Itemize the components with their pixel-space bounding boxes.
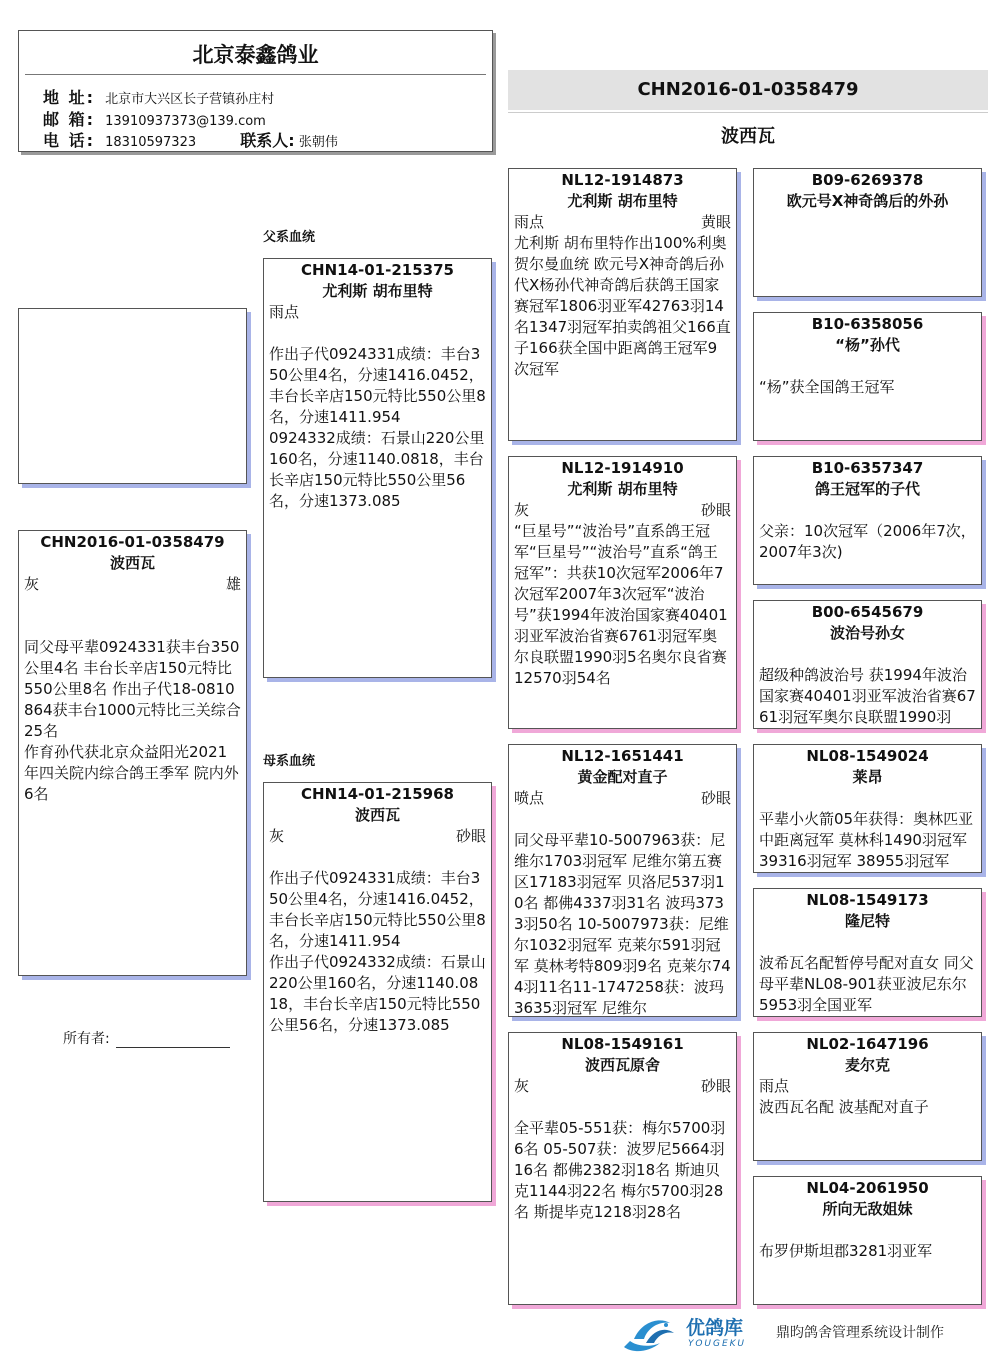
gen3-name: 尤利斯 胡布里特 [567,480,678,498]
subject-ring: CHN2016-01-0358479 [40,533,225,551]
gen4-name: 隆尼特 [844,912,890,930]
granddam-maternal-card [508,1032,737,1305]
subject-sex: 雄 [225,575,241,593]
gen4-color: 雨点 [759,1077,790,1095]
gen3-eye: 砂眼 [700,501,731,519]
gen4-ring: NL02-1647196 [806,1035,929,1053]
subject-attrs [19,574,246,595]
gen4-ring: NL08-1549173 [806,891,929,909]
sire-card [263,258,492,678]
sire-ring: CHN14-01-215375 [301,261,454,279]
gen4-notes: 波西瓦名配 波基配对直子 [759,1098,929,1116]
gen4-notes: 父亲：10次冠军（2006年7次，2007年3次) [759,522,976,561]
subject-name-banner: 波西瓦 [721,126,775,147]
owner-label: 所有者: [63,1031,110,1047]
gen4-name: 莱昂 [852,768,883,786]
banner-divider [508,112,988,113]
email-label: 邮 箱: [43,110,95,129]
gen3-eye: 黄眼 [700,213,731,231]
owner-field [63,1028,230,1048]
email-row [43,107,266,130]
phone-label: 电 话: [43,131,95,150]
gen4-ring: NL04-2061950 [806,1179,929,1197]
dam-eye: 砂眼 [455,827,486,845]
gen4-notes: 平辈小火箭05年获得：奥林匹亚中距离冠军 莫林科1490羽冠军 39316羽冠军 38955羽冠军 [759,810,974,870]
subject-color: 灰 [24,575,40,593]
gen3-attrs [509,500,736,521]
address-value: 北京市大兴区长子营镇孙庄村 [105,92,275,107]
gen4-ring: NL08-1549024 [806,747,929,765]
gen3-notes: “巨星号”“波治号”直系鸽王冠军“巨星号”“波治号”直系“鸽王冠军”：共获10次冠军2006年7次冠军2007年3次冠军“波治号”获1994年波治国家赛40401羽亚军波治省赛6761羽冠军奥尔良联盟1990羽5名奥尔良省赛12570羽54名 [514,522,728,687]
email-value: 13910937373@139.com [105,114,266,129]
gen3-ring: NL12-1914910 [561,459,684,477]
address-label: 地 址: [43,88,95,107]
sire-color: 雨点 [269,303,300,321]
gen4-ring: B10-6358056 [811,315,924,333]
phone-value: 18310597323 [105,135,197,150]
gen4-ring: B00-6545679 [811,603,924,621]
dam-color: 灰 [269,827,285,845]
gen4-name: 麦尔克 [844,1056,890,1074]
gen4-name: 波治号孙女 [829,624,905,642]
gen4-name: 所向无敌姐妹 [822,1200,913,1218]
dam-ring: CHN14-01-215968 [301,785,454,803]
logo-cn-text: 优鸽库 [686,1317,744,1339]
gen4-card-8 [753,1176,982,1305]
phone-row [43,128,338,151]
gen4-card-5 [753,744,982,873]
subject-name: 波西瓦 [109,554,155,572]
gen4-ring: B10-6357347 [811,459,924,477]
loft-name: 北京泰鑫鸽业 [192,43,319,67]
granddam-paternal-card [508,456,737,729]
gen4-attrs [754,1076,981,1097]
gen3-ring: NL12-1914873 [561,171,684,189]
gen3-ring: NL08-1549161 [561,1035,684,1053]
gen4-notes: 布罗伊斯坦郡3281羽亚军 [759,1242,933,1260]
subject-pigeon-card [18,530,247,976]
footer-credit: 鼎昀鸽舍管理系统设计制作 [776,1325,944,1341]
dam-name: 波西瓦 [354,806,400,824]
sire-line-label: 父系血统 [263,230,316,245]
gen3-name: 尤利斯 胡布里特 [567,192,678,210]
gen4-card-1 [753,168,982,297]
contact-label: 联系人: [240,131,295,150]
gen3-color: 雨点 [514,213,545,231]
gen3-attrs [509,788,736,809]
owner-signature-line [116,1033,230,1048]
dam-attrs [264,826,491,847]
grandsire-maternal-card [508,744,737,1017]
gen4-card-4 [753,600,982,729]
sire-notes: 作出子代0924331成绩：丰台350公里4名，分速1416.0452，丰台长辛店150元特比550公里8名，分速1411.954 0924332成绩：石景山220公里160名，分速1140.0818，丰台长辛店150元特比550公里56名，分速1373.085 [269,345,486,510]
subject-notes: 同父母平辈0924331获丰台350公里4名 丰台长辛店150元特比550公里8名 作出子代18-0810864获丰台1000元特比三关综合25名 作育孙代获北京众益阳光2021年四关院内综合鸽王季军 院内外6名 [24,638,241,803]
gen3-eye: 砂眼 [700,789,731,807]
pigeon-photo-frame [18,308,247,484]
gen3-ring: NL12-1651441 [561,747,684,765]
gen3-color: 喷点 [514,789,545,807]
gen4-card-2 [753,312,982,441]
sire-name: 尤利斯 胡布里特 [322,282,433,300]
dam-card [263,782,492,1202]
loft-info-card [18,30,493,152]
contact-value: 张朝伟 [298,135,338,150]
gen3-name: 波西瓦原舍 [584,1056,660,1074]
gen3-name: 黄金配对直子 [577,768,668,786]
gen3-notes: 全平辈05-551获：梅尔5700羽6名 05-507获：波罗尼5664羽16名 都佛2382羽18名 斯迪贝克1144羽22名 梅尔5700羽28名 斯提毕克1218羽28名 [514,1119,726,1221]
gen4-card-7 [753,1032,982,1161]
gen4-ring: B09-6269378 [811,171,924,189]
dam-line-label: 母系血统 [263,754,316,769]
gen3-notes: 尤利斯 胡布里特作出100%利奥 贺尔曼血统 欧元号X神奇鸽后孙代X杨孙代神奇鸽后获鸽王国家赛冠军1806羽亚军42763羽14名1347羽冠军拍卖鸽祖父166直子166获全国中距离鸽王冠军9次冠军 [514,234,732,378]
gen4-notes: “杨”获全国鸽王冠军 [759,378,895,396]
gen3-attrs [509,1076,736,1097]
gen3-attrs [509,212,736,233]
dam-notes: 作出子代0924331成绩：丰台350公里4名，分速1416.0452，丰台长辛店150元特比550公里8名，分速1411.954 作出子代0924332成绩：石景山220公里160名，分速1140.0818，丰台长辛店150元特比550公里56名，分速1373.085 [269,869,486,1034]
gen3-notes: 同父母平辈10-5007963获：尼维尔1703羽冠军 尼维尔第五赛区17183羽冠军 贝洛尼537羽10名 都佛4337羽31名 波玛3733羽50名 10-5007973获：尼维尔1032羽冠军 克莱尔591羽冠军 莫林考特809羽9名 克莱尔744羽11名11-1747258获：波玛3635羽冠军 尼维尔 [514,831,731,1017]
gen4-notes: 超级种鸽波治号 获1994年波治国家赛40401羽亚军波治省赛6761羽冠军奥尔良联盟1990羽 [759,666,976,726]
gen3-color: 灰 [514,1077,530,1095]
logo-en-text: YOUGEKU [688,1339,747,1349]
header-divider [25,74,486,75]
yougeku-logo [620,1313,760,1357]
gen4-name: 鸽王冠军的子代 [814,480,920,498]
gen4-card-6 [753,888,982,1017]
address-row [43,85,274,108]
gen3-eye: 砂眼 [700,1077,731,1095]
gen3-color: 灰 [514,501,530,519]
gen4-name: “杨”孙代 [835,336,900,354]
gen4-notes: 波希瓦名配暂停号配对直女 同父母平辈NL08-901获亚波尼东尔5953羽全国亚军 [759,954,974,1014]
sire-attrs [264,302,491,323]
grandsire-paternal-card [508,168,737,441]
gen4-card-3 [753,456,982,585]
subject-ring-banner: CHN2016-01-0358479 [508,70,988,110]
gen4-name: 欧元号X神奇鸽后的外孙 [786,192,949,210]
